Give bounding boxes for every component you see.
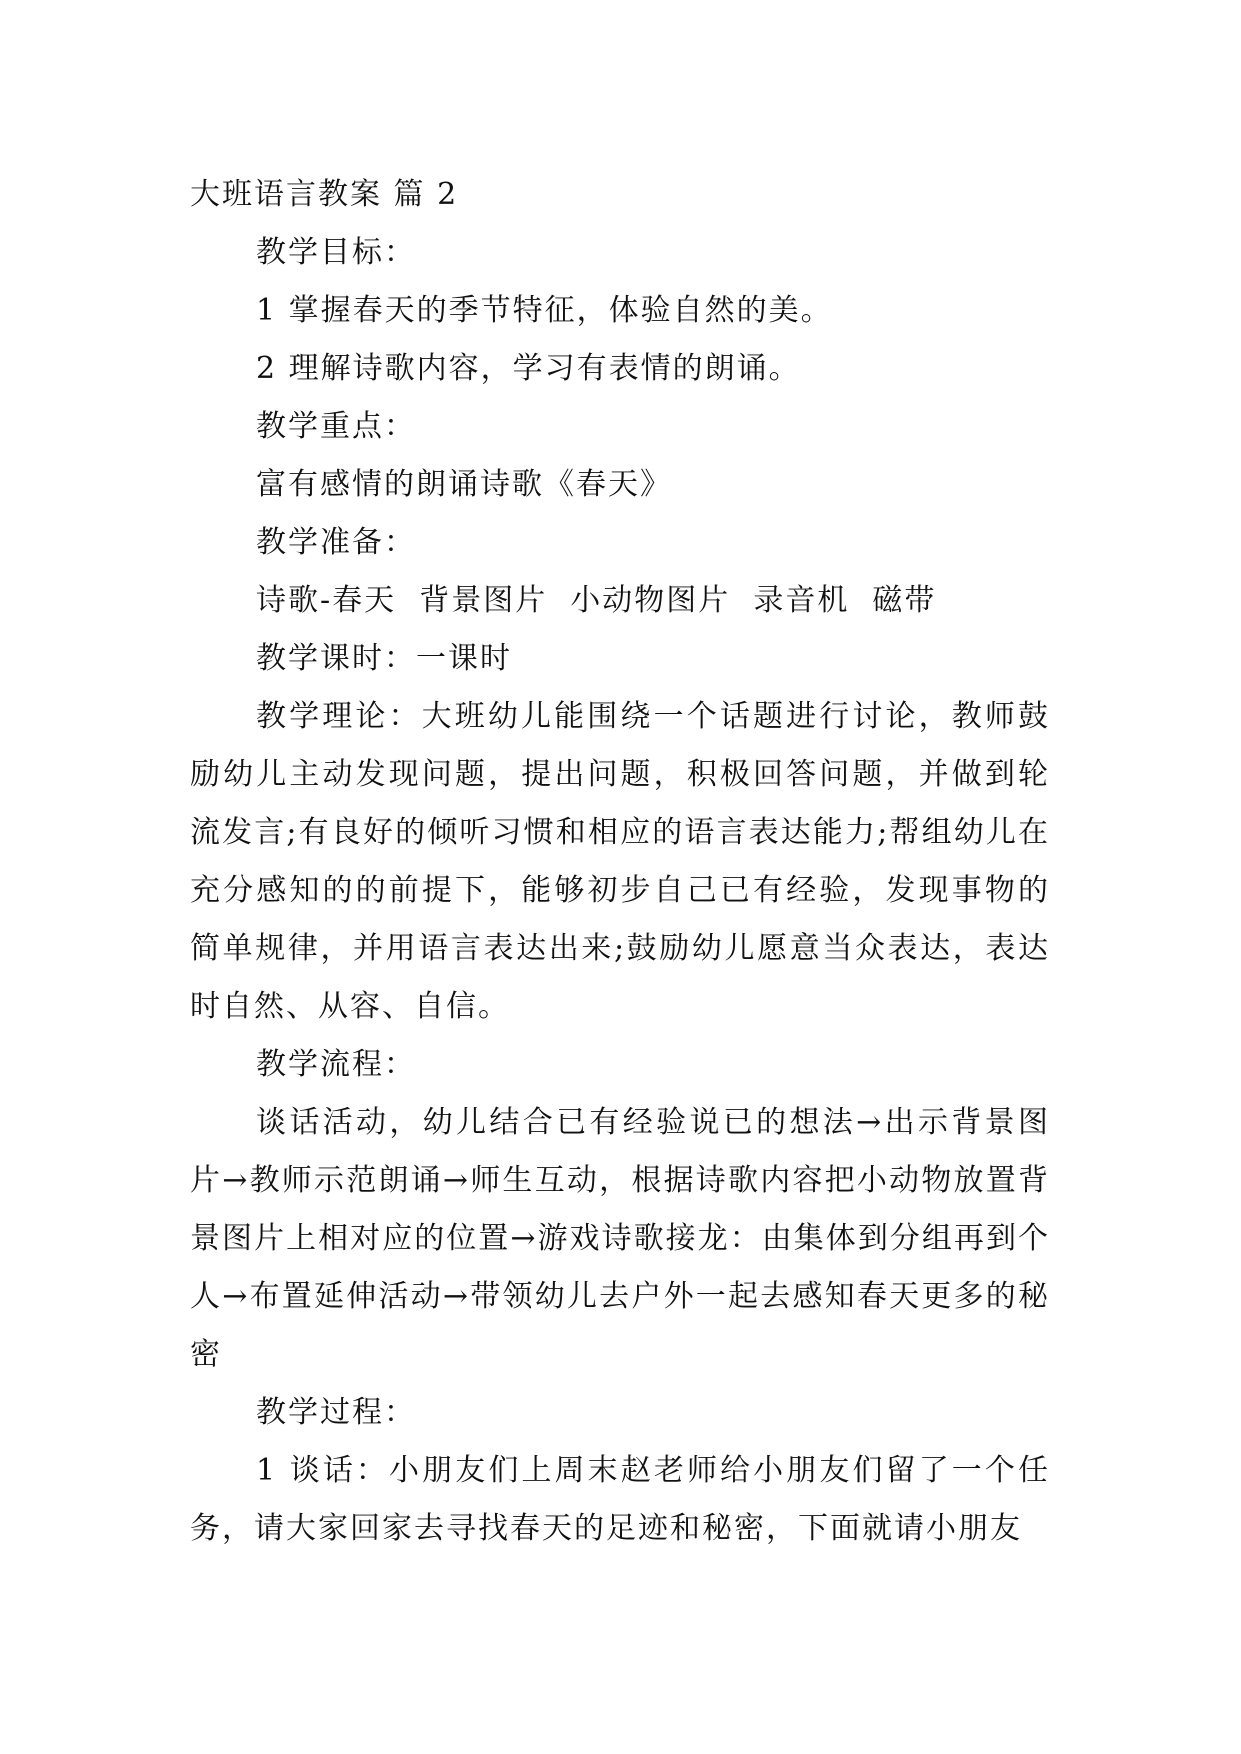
process-paragraph: 1 谈话：小朋友们上周末赵老师给小朋友们留了一个任务，请大家回家去寻找春天的足迹和秘密，下面就请小朋友 bbox=[190, 1453, 1050, 1546]
flow-heading: 教学流程： bbox=[256, 1047, 416, 1082]
flow-paragraph: 谈话活动，幼儿结合已有经验说已的想法→出示背景图片→教师示范朗诵→师生互动，根据诗歌内容把小动物放置背景图片上相对应的位置→游戏诗歌接龙：由集体到分组再到个人→布置延伸活动→带领幼儿去户外一起去感知春天更多的秘密 bbox=[190, 1105, 1050, 1372]
goal-item-1: 1 掌握春天的季节特征，体验自然的美。 bbox=[256, 293, 833, 328]
prep-heading: 教学准备： bbox=[256, 525, 416, 560]
goals-heading: 教学目标： bbox=[256, 235, 416, 270]
goal-item-2: 2 理解诗歌内容，学习有表情的朗诵。 bbox=[256, 351, 801, 386]
focus-text: 富有感情的朗诵诗歌《春天》 bbox=[256, 467, 672, 502]
document-body bbox=[190, 166, 1050, 1558]
hours-text: 教学课时：一课时 bbox=[256, 641, 512, 676]
prep-text: 诗歌-春天 背景图片 小动物图片 录音机 磁带 bbox=[256, 583, 937, 618]
focus-heading: 教学重点： bbox=[256, 409, 416, 444]
document-title: 大班语言教案 篇 2 bbox=[190, 177, 459, 212]
process-heading: 教学过程： bbox=[256, 1395, 416, 1430]
theory-paragraph: 教学理论：大班幼儿能围绕一个话题进行讨论，教师鼓励幼儿主动发现问题，提出问题，积极回答问题，并做到轮流发言;有良好的倾听习惯和相应的语言表达能力;帮组幼儿在充分感知的的前提下，能够初步自己已有经验，发现事物的简单规律，并用语言表达出来;鼓励幼儿愿意当众表达，表达时自然、从容、自信。 bbox=[190, 699, 1050, 1024]
